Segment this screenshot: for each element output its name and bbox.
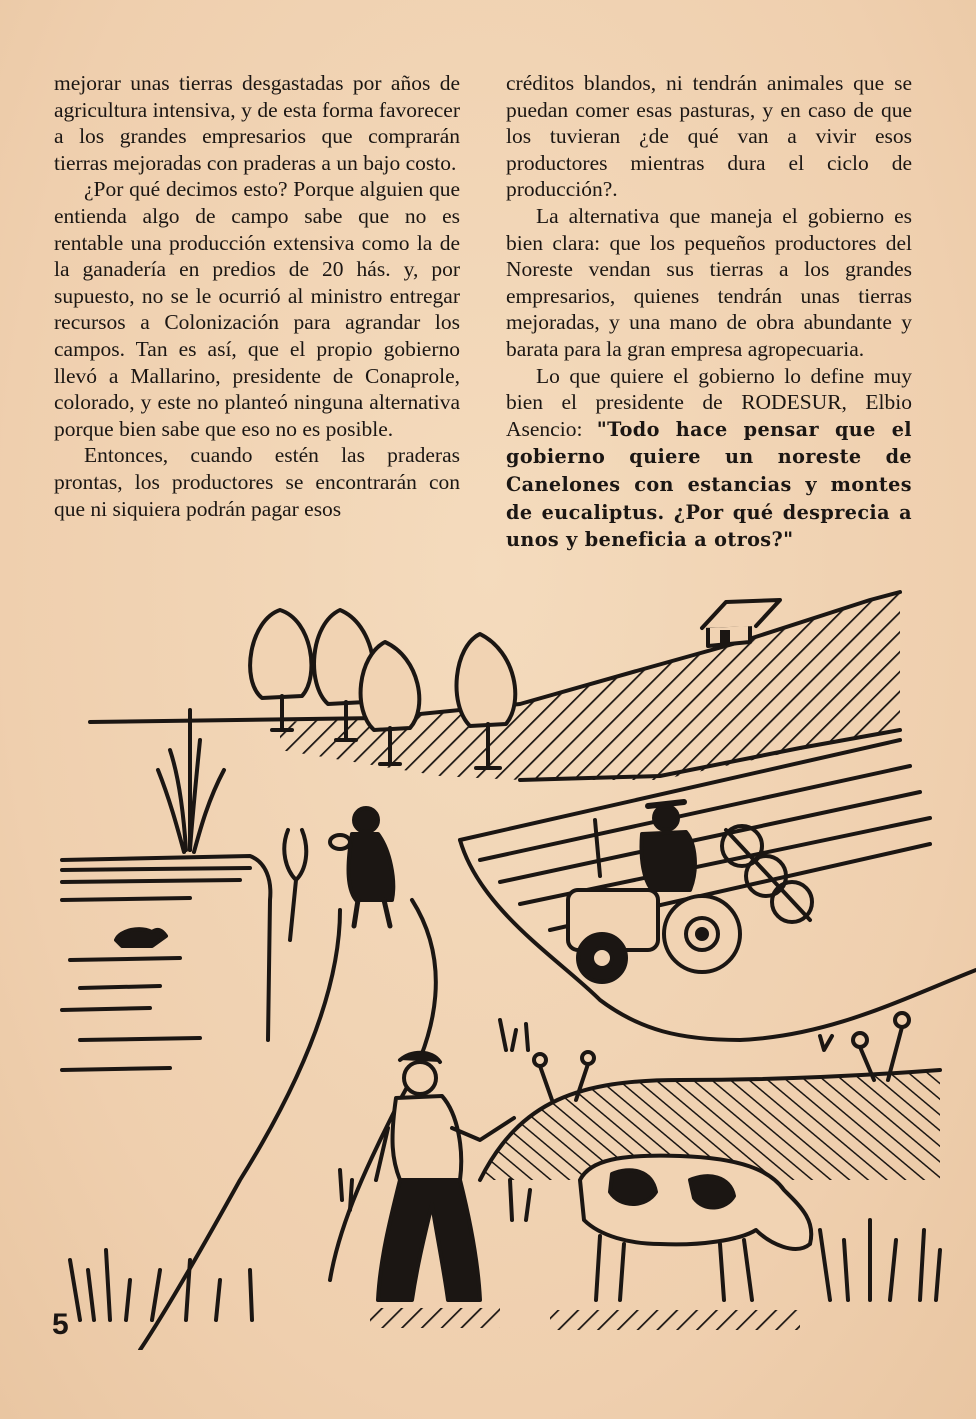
paragraph: mejorar unas tierras desgastadas por años de agricultura intensiva, y de esta forma favorecer a los grandes empresarios que comprarán tierras mejoradas con praderas a un bajo costo. bbox=[54, 71, 460, 175]
text-column-left bbox=[54, 70, 460, 522]
paragraph: La alternativa que maneja el gobierno es bien clara: que los pequeños productores del Noreste vendan sus tierras a los grandes empresarios, quienes tendrán unas tierras mejoradas, y una mano de obra abundante y barata para la gran empresa agropecuaria. bbox=[506, 203, 912, 361]
quote-intro-text: Lo que quiere el gobierno lo define muy bien el presidente de RODESUR, Elbio Asencio: bbox=[506, 363, 912, 441]
paragraph: ¿Por qué decimos esto? Porque alguien que entienda algo de campo sabe que no es rentable una producción extensiva como la de la ganadería en predios de 20 hás. y, por supuesto, no se le ocurrió al ministro entregar recursos a Colonización para agrandar los campos. Tan es así, que el propio gobierno llevó a Mallarino, presidente de Conaprole, colorado, y este no planteó ninguna alternativa porque bien sabe que eso no es posible. bbox=[54, 177, 460, 441]
paragraph-quote-intro bbox=[506, 363, 912, 554]
quote-text: "Todo hace pensar que el gobierno quiere un noreste de Canelones con estancias y montes de eucaliptus. ¿Por qué desprecia a unos y beneficia a otros?" bbox=[506, 417, 912, 552]
paragraph: créditos blandos, ni tendrán animales que se puedan comer esas pasturas, y en caso de que los tuvieran ¿de qué van a vivir esos productores mientras dura el ciclo de producción?. bbox=[506, 71, 912, 202]
page-number: 5 bbox=[52, 1308, 69, 1341]
text-column-right bbox=[506, 70, 912, 554]
rural-landscape-drawing-icon bbox=[40, 580, 976, 1350]
paragraph: Entonces, cuando estén las praderas prontas, los productores se encontrarán con que ni siquiera podrán pagar esos bbox=[54, 443, 460, 521]
